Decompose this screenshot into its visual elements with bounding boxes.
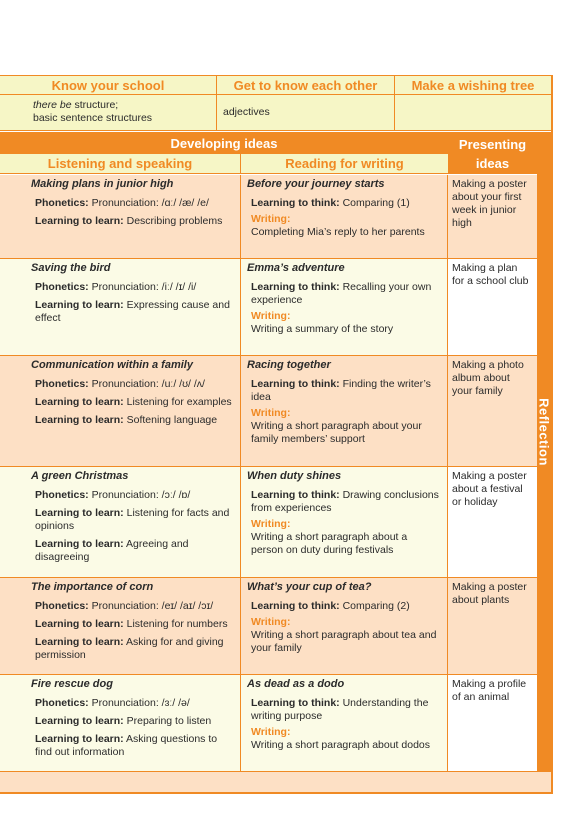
reading-writing-title: What’s your cup of tea? [247,581,372,593]
phonetics: Phonetics: Pronunciation: /iː/ /ɪ/ /i/ [35,281,197,293]
learning-to-learn: Learning to learn: Asking questions to find out information [35,733,218,758]
learning-to-learn: Learning to learn: Listening for examples [35,396,232,408]
grammar-row [0,95,551,131]
listening-speaking-title: A green Christmas [31,470,129,482]
unit-row [0,675,537,772]
reading-writing-header: Reading for writing [241,154,448,174]
presenting-ideas-cell: Making a poster about plants [448,578,537,674]
learning-to-think: Learning to think: Finding the writer’s idea [251,378,431,403]
writing-task: Writing: Writing a short paragraph about dodos [251,726,431,751]
unit-row [0,467,537,578]
presenting-ideas-cell: Making a plan for a school club [448,259,537,355]
unit-row [0,356,537,467]
header-make-a-wishing-tree: Make a wishing tree [411,77,535,93]
reading-writing-cell [241,578,448,674]
developing-ideas-header: Developing ideas [0,132,448,154]
writing-task: Writing: Writing a short paragraph about tea and your family [251,616,437,654]
reading-writing-title: Racing together [247,359,331,371]
learning-to-think: Learning to think: Understanding the writing purpose [251,697,429,722]
unit-row [0,578,537,675]
reading-writing-title: Emma’s adventure [247,262,345,274]
listening-speaking-cell [0,467,241,577]
listening-speaking-cell [0,356,241,466]
learning-to-learn: Learning to learn: Softening language [35,414,218,426]
presenting-ideas-cell: Making a profile of an animal [448,675,537,771]
grammar-cell-1: there be structure; basic sentence structures [0,95,217,130]
listening-speaking-title: Making plans in junior high [31,178,174,190]
learning-to-learn: Learning to learn: Describing problems [35,215,223,227]
grammar-cell-2: adjectives [217,95,395,130]
listening-speaking-header: Listening and speaking [0,154,241,174]
bottom-strip [0,772,551,792]
presenting-ideas-cell: Making a photo album about your family [448,356,537,466]
presenting-ideas-header: Presenting ideas [448,132,537,174]
unit-row [0,259,537,356]
phonetics: Phonetics: Pronunciation: /eɪ/ /aɪ/ /ɔɪ/ [35,600,214,612]
learning-to-learn: Learning to learn: Preparing to listen [35,715,212,727]
reading-writing-title: As dead as a dodo [247,678,345,690]
listening-speaking-cell [0,259,241,355]
reading-writing-cell [241,175,448,258]
presenting-ideas-cell: Making a poster about a festival or holiday [448,467,537,577]
listening-speaking-cell [0,175,241,258]
listening-speaking-cell [0,675,241,771]
learning-to-learn: Learning to learn: Expressing cause and effect [35,299,230,324]
contents-table [0,75,553,794]
learning-to-think: Learning to think: Drawing conclusions from experiences [251,489,439,514]
reading-writing-cell [241,356,448,466]
learning-to-learn: Learning to learn: Listening for facts and opinions [35,507,230,532]
learning-to-think: Learning to think: Comparing (2) [251,600,410,612]
listening-speaking-title: Communication within a family [31,359,193,371]
learning-to-learn: Learning to learn: Agreeing and disagreeing [35,538,189,563]
learning-to-think: Learning to think: Recalling your own experience [251,281,432,306]
reading-writing-cell [241,675,448,771]
writing-task: Writing: Writing a short paragraph about your family members’ support [251,407,422,445]
writing-task: Writing: Completing Mia’s reply to her parents [251,213,425,238]
unit-row [0,175,537,259]
reading-writing-cell [241,259,448,355]
writing-task: Writing: Writing a short paragraph about a person on duty during festivals [251,518,408,556]
phonetics: Phonetics: Pronunciation: /ɔː/ /ɒ/ [35,489,191,501]
learning-to-learn: Learning to learn: Asking for and giving permission [35,636,224,661]
header-get-to-know-each-other: Get to know each other [217,76,395,94]
learning-to-learn: Learning to learn: Listening for numbers [35,618,228,630]
phonetics: Phonetics: Pronunciation: /ɑː/ /æ/ /e/ [35,197,209,209]
phonetics: Phonetics: Pronunciation: /ɜː/ /ə/ [35,697,190,709]
listening-speaking-title: Saving the bird [31,262,111,274]
listening-speaking-title: Fire rescue dog [31,678,113,690]
writing-task: Writing: Writing a summary of the story [251,310,394,335]
learning-to-think: Learning to think: Comparing (1) [251,197,410,209]
reading-writing-title: When duty shines [247,470,342,482]
reflection-column: Reflection [537,132,551,772]
phonetics: Phonetics: Pronunciation: /uː/ /ʊ/ /ʌ/ [35,378,205,390]
header-know-your-school: Know your school [0,76,217,94]
listening-speaking-cell [0,578,241,674]
reading-writing-cell [241,467,448,577]
reading-writing-title: Before your journey starts [247,178,385,190]
presenting-ideas-cell: Making a poster about your first week in junior high [448,175,537,258]
listening-speaking-title: The importance of corn [31,581,154,593]
grammar-cell-3 [395,95,551,130]
unit-theme-header-row [0,75,551,95]
